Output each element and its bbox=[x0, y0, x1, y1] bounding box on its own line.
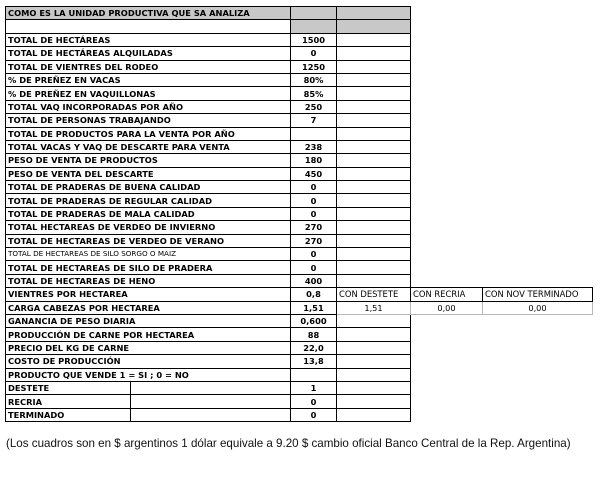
row-empty-cell bbox=[337, 194, 411, 207]
table-row bbox=[6, 140, 593, 153]
row-label: TOTAL DE PRADERAS DE MALA CALIDAD bbox=[6, 207, 291, 220]
row-value: 13,8 bbox=[291, 355, 337, 368]
row-label: GANANCIA DE PESO DIARIA bbox=[6, 314, 291, 327]
blank-cell bbox=[411, 221, 483, 234]
row-label: TOTAL DE PRODUCTOS PARA LA VENTA POR AÑO bbox=[6, 127, 291, 140]
table-row bbox=[6, 221, 593, 234]
row-value: 450 bbox=[291, 167, 337, 180]
row-empty-cell bbox=[337, 127, 411, 140]
table-row bbox=[6, 274, 593, 287]
data-table bbox=[5, 6, 593, 422]
row-empty-cell bbox=[337, 261, 411, 274]
blank-cell bbox=[483, 114, 593, 127]
row-value bbox=[291, 368, 337, 381]
row-label: TOTAL DE VIENTRES DEL RODEO bbox=[6, 60, 291, 73]
blank-cell bbox=[411, 274, 483, 287]
row-label: TOTAL DE PRADERAS DE REGULAR CALIDAD bbox=[6, 194, 291, 207]
row-value: 180 bbox=[291, 154, 337, 167]
row-empty-cell bbox=[337, 47, 411, 60]
blank-cell bbox=[483, 221, 593, 234]
blank-cell bbox=[483, 234, 593, 247]
row-label: TOTAL DE HECTAREAS DE VERDEO DE VERANO bbox=[6, 234, 291, 247]
product-label: DESTETE bbox=[6, 381, 131, 394]
row-value: 88 bbox=[291, 328, 337, 341]
table-row bbox=[6, 355, 593, 368]
blank-cell bbox=[483, 167, 593, 180]
row-empty-cell bbox=[337, 248, 411, 261]
blank-cell bbox=[483, 368, 593, 381]
table-row bbox=[6, 181, 593, 194]
product-empty-cell bbox=[131, 408, 291, 421]
blank-cell bbox=[411, 395, 483, 408]
row-empty-cell bbox=[337, 100, 411, 113]
blank-cell bbox=[483, 341, 593, 354]
row-value: 1,51 bbox=[291, 301, 337, 314]
blank-cell bbox=[483, 355, 593, 368]
product-empty-cell bbox=[337, 395, 411, 408]
row-label: COSTO DE PRODUCCIÓN bbox=[6, 355, 291, 368]
blank-cell bbox=[483, 87, 593, 100]
product-value: 0 bbox=[291, 408, 337, 421]
table-row bbox=[6, 207, 593, 220]
row-empty-cell bbox=[337, 140, 411, 153]
blank-cell bbox=[483, 60, 593, 73]
table-row bbox=[6, 33, 593, 46]
blank-cell bbox=[411, 314, 483, 327]
row-label: VIENTRES POR HECTAREA bbox=[6, 288, 291, 301]
row-value bbox=[291, 127, 337, 140]
blank-cell bbox=[483, 127, 593, 140]
row-empty-cell bbox=[337, 114, 411, 127]
product-row bbox=[6, 408, 593, 421]
row-value: 0 bbox=[291, 261, 337, 274]
row-value: 0 bbox=[291, 207, 337, 220]
table-row bbox=[6, 73, 593, 86]
row-value: 0 bbox=[291, 194, 337, 207]
row-empty-cell bbox=[337, 355, 411, 368]
row-label: PESO DE VENTA DEL DESCARTE bbox=[6, 167, 291, 180]
row-value: 400 bbox=[291, 274, 337, 287]
blank-cell bbox=[483, 7, 593, 20]
table-row bbox=[6, 194, 593, 207]
table-row bbox=[6, 87, 593, 100]
row-empty-cell bbox=[337, 221, 411, 234]
row-value: 0,600 bbox=[291, 314, 337, 327]
table-row bbox=[6, 328, 593, 341]
row-value: 0 bbox=[291, 47, 337, 60]
main-rows bbox=[6, 33, 593, 381]
blank-cell bbox=[483, 20, 593, 33]
table-row bbox=[6, 127, 593, 140]
blank-cell bbox=[483, 248, 593, 261]
product-empty-cell bbox=[131, 381, 291, 394]
table-row bbox=[6, 314, 593, 327]
blank-cell bbox=[483, 33, 593, 46]
table-row bbox=[6, 234, 593, 247]
row-label: PESO DE VENTA DE PRODUCTOS bbox=[6, 154, 291, 167]
blank-cell bbox=[411, 261, 483, 274]
footnote: (Los cuadros son en $ argentinos 1 dólar equivale a 9.20 $ cambio oficial Banco Central de la Rep. Argentina) bbox=[6, 437, 571, 450]
row-empty-cell bbox=[337, 274, 411, 287]
row-empty-cell bbox=[337, 341, 411, 354]
value-con-nov-terminado: 0,00 bbox=[483, 301, 593, 314]
blank-cell bbox=[411, 154, 483, 167]
table-row bbox=[6, 368, 593, 381]
blank-cell bbox=[411, 7, 483, 20]
blank-cell bbox=[483, 47, 593, 60]
row-empty-cell bbox=[337, 207, 411, 220]
row-value: 1500 bbox=[291, 33, 337, 46]
row-label: TOTAL VACAS Y VAQ DE DESCARTE PARA VENTA bbox=[6, 140, 291, 153]
product-empty-cell bbox=[337, 408, 411, 421]
table-spacer-row bbox=[6, 20, 593, 33]
blank-cell bbox=[411, 355, 483, 368]
blank-cell bbox=[411, 194, 483, 207]
row-label: PRODUCCIÓN DE CARNE POR HECTAREA bbox=[6, 328, 291, 341]
row-empty-cell bbox=[337, 73, 411, 86]
product-empty-cell bbox=[337, 381, 411, 394]
product-rows bbox=[6, 381, 593, 421]
blank-cell bbox=[411, 181, 483, 194]
table-row bbox=[6, 100, 593, 113]
blank-cell bbox=[483, 207, 593, 220]
row-label: TOTAL DE HECTAREAS DE SILO DE PRADERA bbox=[6, 261, 291, 274]
row-value: 80% bbox=[291, 73, 337, 86]
value-con-recria: 0,00 bbox=[411, 301, 483, 314]
blank-cell bbox=[483, 395, 593, 408]
row-label: % DE PREÑEZ EN VACAS bbox=[6, 73, 291, 86]
blank-cell bbox=[411, 33, 483, 46]
blank-cell bbox=[411, 368, 483, 381]
blank-cell bbox=[483, 100, 593, 113]
table-row bbox=[6, 261, 593, 274]
table-title: COMO ES LA UNIDAD PRODUCTIVA QUE SA ANALIZA bbox=[6, 7, 291, 20]
product-empty-cell bbox=[131, 395, 291, 408]
blank-cell bbox=[411, 234, 483, 247]
product-value: 0 bbox=[291, 395, 337, 408]
row-value: 0 bbox=[291, 248, 337, 261]
blank-cell bbox=[411, 328, 483, 341]
row-empty-cell bbox=[337, 33, 411, 46]
row-value: 22,0 bbox=[291, 341, 337, 354]
blank-cell bbox=[411, 87, 483, 100]
row-value: 0,8 bbox=[291, 288, 337, 301]
row-label: PRODUCTO QUE VENDE 1 = SI ; 0 = NO bbox=[6, 368, 291, 381]
spreadsheet bbox=[5, 6, 593, 422]
blank-cell bbox=[411, 248, 483, 261]
row-empty-cell bbox=[337, 328, 411, 341]
row-label: TOTAL DE HECTÁREAS ALQUILADAS bbox=[6, 47, 291, 60]
blank-cell bbox=[483, 140, 593, 153]
blank-cell bbox=[483, 381, 593, 394]
row-label: TOTAL HECTAREAS DE VERDEO DE INVIERNO bbox=[6, 221, 291, 234]
row-label: TOTAL DE PERSONAS TRABAJANDO bbox=[6, 114, 291, 127]
row-label: TOTAL VAQ INCORPORADAS POR AÑO bbox=[6, 100, 291, 113]
row-empty-cell bbox=[337, 167, 411, 180]
spacer-cell bbox=[6, 20, 291, 33]
row-value: 0 bbox=[291, 181, 337, 194]
spacer-cell bbox=[337, 20, 411, 33]
blank-cell bbox=[411, 20, 483, 33]
table-row bbox=[6, 248, 593, 261]
table-row bbox=[6, 301, 593, 314]
table-row bbox=[6, 47, 593, 60]
blank-cell bbox=[483, 328, 593, 341]
product-label: TERMINADO bbox=[6, 408, 131, 421]
blank-cell bbox=[411, 73, 483, 86]
row-empty-cell bbox=[337, 181, 411, 194]
row-label: CARGA CABEZAS POR HECTAREA bbox=[6, 301, 291, 314]
blank-cell bbox=[411, 341, 483, 354]
blank-cell bbox=[411, 60, 483, 73]
blank-cell bbox=[411, 140, 483, 153]
row-label: TOTAL DE HECTAREAS DE HENO bbox=[6, 274, 291, 287]
table-row bbox=[6, 114, 593, 127]
header-empty-cell bbox=[337, 7, 411, 20]
header-value-cell bbox=[291, 7, 337, 20]
blank-cell bbox=[483, 73, 593, 86]
blank-cell bbox=[411, 381, 483, 394]
row-label: TOTAL DE PRADERAS DE BUENA CALIDAD bbox=[6, 181, 291, 194]
row-value: 85% bbox=[291, 87, 337, 100]
table-row bbox=[6, 154, 593, 167]
row-empty-cell bbox=[337, 60, 411, 73]
row-value: 270 bbox=[291, 234, 337, 247]
row-empty-cell bbox=[337, 154, 411, 167]
product-row bbox=[6, 381, 593, 394]
blank-cell bbox=[483, 314, 593, 327]
blank-cell bbox=[411, 47, 483, 60]
blank-cell bbox=[411, 408, 483, 421]
row-empty-cell bbox=[337, 234, 411, 247]
row-value: 238 bbox=[291, 140, 337, 153]
col-header-con-nov-terminado: CON NOV TERMINADO bbox=[483, 288, 593, 301]
blank-cell bbox=[483, 194, 593, 207]
col-header-con-destete: CON DESTETE bbox=[337, 288, 411, 301]
table-header-row bbox=[6, 7, 593, 20]
row-value: 250 bbox=[291, 100, 337, 113]
row-label: % DE PREÑEZ EN VAQUILLONAS bbox=[6, 87, 291, 100]
blank-cell bbox=[483, 408, 593, 421]
table-row bbox=[6, 60, 593, 73]
blank-cell bbox=[483, 274, 593, 287]
col-header-con-nov: CON RECRIA bbox=[411, 288, 483, 301]
row-label: PRECIO DEL KG DE CARNE bbox=[6, 341, 291, 354]
row-value: 270 bbox=[291, 221, 337, 234]
blank-cell bbox=[411, 167, 483, 180]
row-empty-cell bbox=[337, 314, 411, 327]
row-value: 1250 bbox=[291, 60, 337, 73]
product-row bbox=[6, 395, 593, 408]
blank-cell bbox=[411, 207, 483, 220]
row-empty-cell bbox=[337, 87, 411, 100]
table-row bbox=[6, 341, 593, 354]
table-row bbox=[6, 288, 593, 301]
row-value: 7 bbox=[291, 114, 337, 127]
value-con-destete: 1,51 bbox=[337, 301, 411, 314]
blank-cell bbox=[483, 261, 593, 274]
blank-cell bbox=[483, 181, 593, 194]
spacer-cell bbox=[291, 20, 337, 33]
blank-cell bbox=[411, 114, 483, 127]
row-label: TOTAL DE HECTÁREAS bbox=[6, 33, 291, 46]
blank-cell bbox=[483, 154, 593, 167]
blank-cell bbox=[411, 100, 483, 113]
product-value: 1 bbox=[291, 381, 337, 394]
row-empty-cell bbox=[337, 368, 411, 381]
product-label: RECRIA bbox=[6, 395, 131, 408]
row-label: TOTAL DE HECTAREAS DE SILO SORGO O MAIZ bbox=[6, 248, 291, 261]
blank-cell bbox=[411, 127, 483, 140]
table-row bbox=[6, 167, 593, 180]
